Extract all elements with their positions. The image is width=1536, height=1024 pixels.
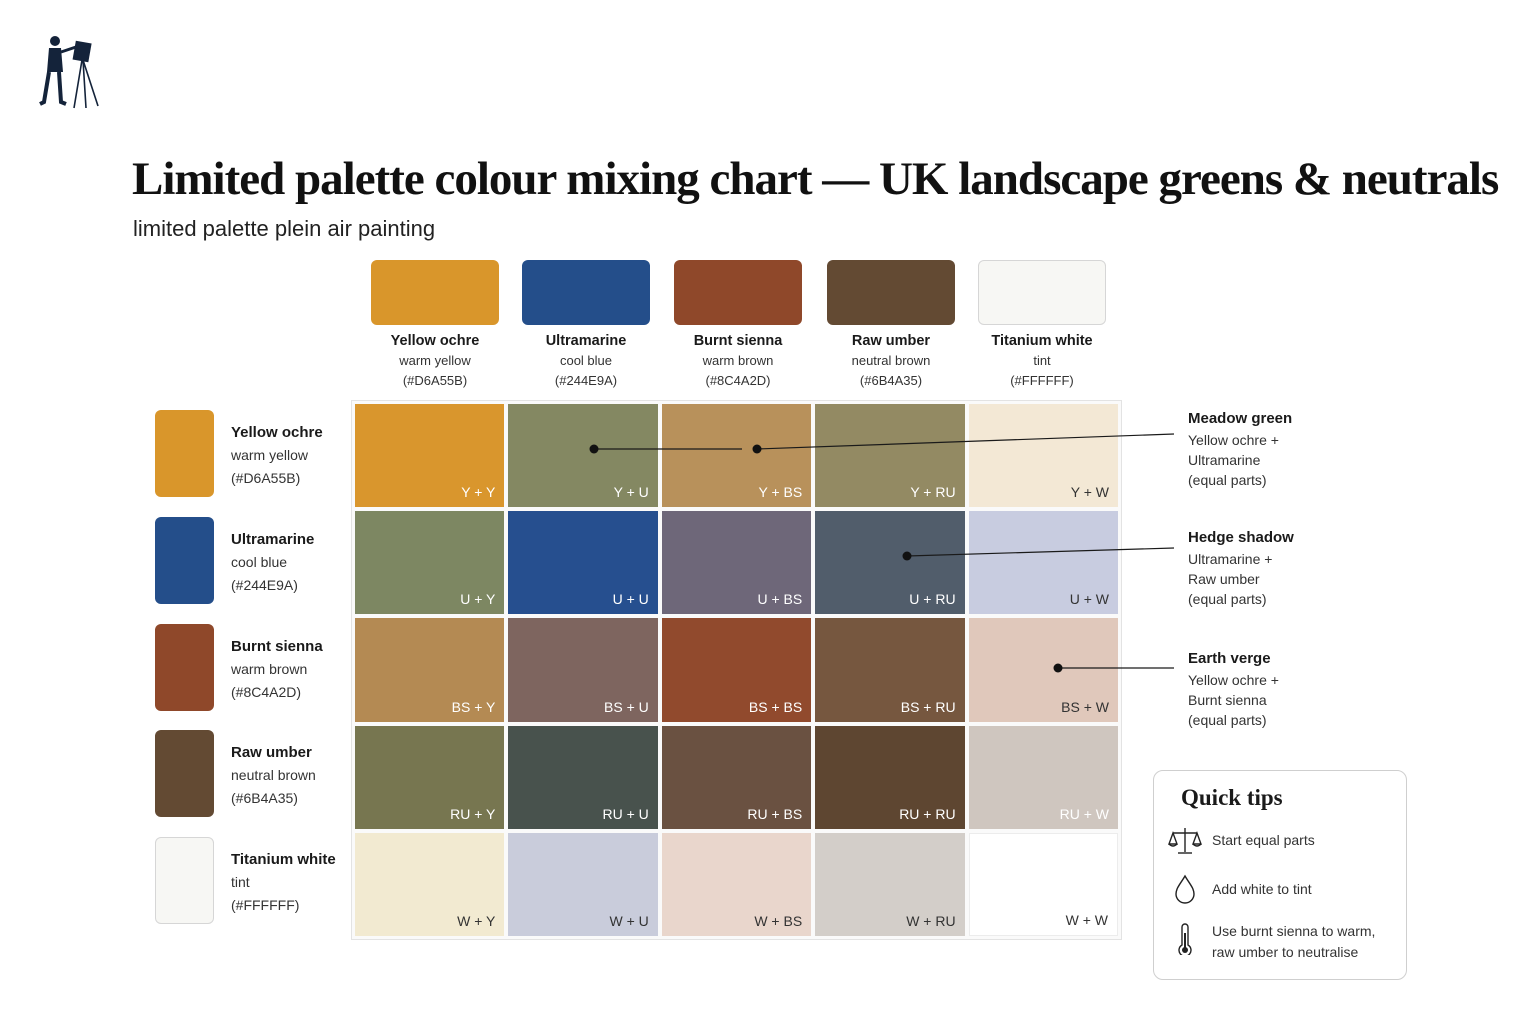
annotation-earth-verge	[1188, 648, 1408, 730]
mix-cell	[355, 833, 504, 936]
paint-description: neutral brown	[851, 353, 931, 368]
annotation-line: Ultramarine +	[1188, 551, 1273, 567]
mix-cell	[662, 618, 811, 721]
mix-cell	[662, 726, 811, 829]
annotation-line: Ultramarine	[1188, 452, 1261, 468]
paint-hex: (#8C4A2D)	[231, 684, 302, 700]
paint-swatch	[827, 260, 955, 325]
page-title: Limited palette colour mixing chart — UK landscape greens & neutrals	[132, 153, 1499, 205]
annotation-line: Burnt sienna	[1188, 692, 1267, 708]
mix-label: Y + U	[613, 484, 649, 501]
mix-cell	[815, 726, 964, 829]
mix-label: U + W	[1069, 591, 1109, 608]
mix-label: RU + Y	[450, 805, 496, 822]
paint-swatch	[522, 260, 650, 325]
mix-label: RU + BS	[747, 805, 803, 822]
annotation-title: Hedge shadow	[1188, 529, 1294, 546]
mix-cell	[662, 511, 811, 614]
mix-cell	[815, 618, 964, 721]
mix-label: U + BS	[757, 591, 803, 608]
mix-label: BS + RU	[900, 698, 956, 715]
tip-text: Add white to tint	[1212, 881, 1312, 897]
annotation-line: (equal parts)	[1188, 712, 1267, 728]
paint-name: Yellow ochre	[390, 333, 480, 349]
annotation-meadow-green	[1188, 408, 1408, 490]
mix-label: BS + U	[604, 698, 649, 715]
mix-label: W + Y	[457, 912, 496, 929]
paint-name: Ultramarine	[545, 333, 627, 349]
mix-cell	[815, 404, 964, 507]
paint-description: warm yellow	[399, 353, 471, 368]
tip-text: Use burnt sienna to warm, raw umber to neutralise	[1212, 923, 1376, 960]
paint-name: Burnt sienna	[231, 638, 323, 655]
paint-description: warm yellow	[231, 447, 309, 463]
column-header-burnt-sienna	[668, 260, 808, 391]
paint-swatch	[155, 410, 214, 497]
mix-cell	[662, 404, 811, 507]
mix-cell	[969, 618, 1118, 721]
mix-cell	[969, 404, 1118, 507]
row-header-raw-umber	[155, 730, 355, 817]
mix-label: Y + W	[1070, 484, 1109, 501]
mix-label: W + BS	[754, 912, 803, 929]
column-header-raw-umber	[821, 260, 961, 391]
mix-label: RU + W	[1059, 805, 1109, 822]
row-header-titanium-white	[155, 837, 355, 924]
paint-hex: (#FFFFFF)	[231, 897, 300, 913]
mix-label: W + RU	[906, 912, 956, 929]
row-header-burnt-sienna	[155, 624, 355, 711]
paint-description: warm brown	[702, 353, 774, 368]
paint-swatch	[155, 730, 214, 817]
mix-label: RU + RU	[899, 805, 956, 822]
plein-air-painter-at-easel-icon	[36, 32, 108, 112]
mix-cell	[355, 726, 504, 829]
paint-description: tint	[1033, 353, 1051, 368]
page-subtitle: limited palette plein air painting	[133, 216, 436, 241]
mix-cell	[815, 833, 964, 936]
annotation-line: Yellow ochre +	[1188, 672, 1279, 688]
water-drop-icon	[1168, 872, 1202, 906]
mix-label: BS + Y	[451, 698, 496, 715]
row-header-ultramarine	[155, 517, 355, 604]
column-header-yellow-ochre	[365, 260, 505, 391]
mix-label: U + Y	[460, 591, 496, 608]
mix-cell	[969, 833, 1118, 936]
mix-label: Y + BS	[758, 484, 803, 501]
paint-name: Burnt sienna	[693, 333, 783, 349]
paint-hex: (#8C4A2D)	[705, 373, 771, 388]
quick-tips-panel	[1153, 770, 1407, 980]
annotation-line: Yellow ochre +	[1188, 432, 1279, 448]
mix-cell	[508, 618, 657, 721]
paint-swatch	[155, 517, 214, 604]
mix-label: BS + W	[1061, 698, 1109, 715]
paint-hex: (#244E9A)	[554, 373, 618, 388]
annotation-title: Earth verge	[1188, 650, 1271, 667]
paint-name: Ultramarine	[231, 531, 315, 548]
paint-name: Raw umber	[231, 744, 312, 761]
balance-scale-icon	[1168, 824, 1202, 858]
paint-swatch	[371, 260, 499, 325]
annotation-title: Meadow green	[1188, 410, 1293, 427]
mix-cell	[969, 726, 1118, 829]
paint-description: tint	[231, 874, 250, 890]
paint-hex: (#D6A55B)	[402, 373, 468, 388]
paint-hex: (#FFFFFF)	[1010, 373, 1074, 388]
annotation-hedge-shadow	[1188, 527, 1408, 609]
mix-cell	[508, 511, 657, 614]
thermometer-icon	[1168, 921, 1202, 955]
quick-tips-title: Quick tips	[1181, 785, 1283, 810]
mix-cell	[969, 511, 1118, 614]
paint-name: Raw umber	[851, 333, 931, 349]
mix-label: Y + RU	[910, 484, 956, 501]
mix-label: Y + Y	[461, 484, 496, 501]
mix-label: U + U	[612, 591, 649, 608]
mix-cell	[508, 833, 657, 936]
column-header-ultramarine	[516, 260, 656, 391]
mix-label: BS + BS	[748, 698, 803, 715]
paint-hex: (#6B4A35)	[231, 790, 298, 806]
annotation-line: (equal parts)	[1188, 472, 1267, 488]
paint-swatch	[155, 624, 214, 711]
mix-cell	[508, 726, 657, 829]
paint-hex: (#D6A55B)	[231, 470, 301, 486]
paint-name: Yellow ochre	[231, 424, 323, 441]
annotation-line: (equal parts)	[1188, 591, 1267, 607]
paint-description: neutral brown	[231, 767, 316, 783]
paint-swatch	[155, 837, 214, 924]
mix-label: RU + U	[602, 805, 649, 822]
mix-cell	[355, 618, 504, 721]
mix-cell	[508, 404, 657, 507]
paint-swatch	[978, 260, 1106, 325]
mixing-grid	[351, 400, 1122, 940]
paint-name: Titanium white	[231, 851, 336, 868]
column-header-titanium-white	[972, 260, 1112, 391]
tip-text: Start equal parts	[1212, 832, 1315, 848]
annotation-line: Raw umber	[1188, 571, 1260, 587]
paint-swatch	[674, 260, 802, 325]
paint-hex: (#6B4A35)	[859, 373, 923, 388]
paint-description: cool blue	[231, 554, 288, 570]
row-header-yellow-ochre	[155, 410, 355, 497]
paint-description: cool blue	[559, 353, 613, 368]
mix-label: U + RU	[909, 591, 956, 608]
mix-label: W + U	[609, 912, 649, 929]
paint-description: warm brown	[231, 661, 308, 677]
mix-cell	[355, 404, 504, 507]
mix-cell	[815, 511, 964, 614]
mix-cell	[355, 511, 504, 614]
mix-label: W + W	[1065, 911, 1108, 928]
paint-hex: (#244E9A)	[231, 577, 298, 593]
mix-cell	[662, 833, 811, 936]
paint-name: Titanium white	[991, 333, 1093, 349]
